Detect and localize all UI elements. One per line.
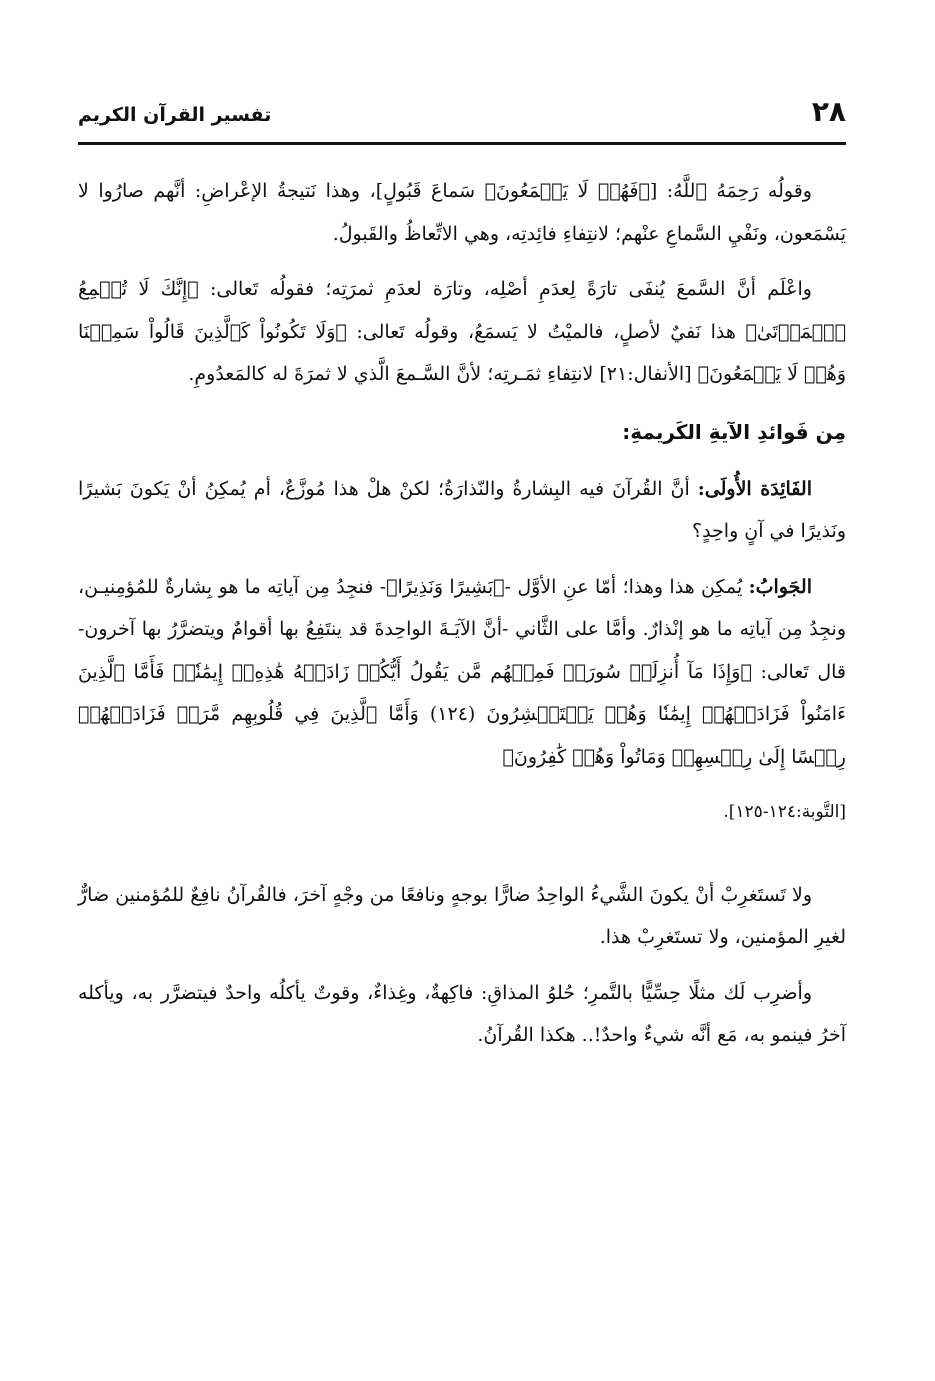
paragraph-lead: وقولُه رَحِمَهُ ٱللَّهُ: [	[649, 180, 812, 202]
quran-quote: ﴿وَإِذَا مَآ أُنزِلَتۡ سُورَةٞ فَمِنۡهُم مَّن يَقُولُ أَيُّكُمۡ زَادَتۡهُ هَٰذِهِۦٓ إِيمَٰنٗاۚ فَأَمَّا ٱلَّذِينَ ءَامَنُواْ فَزَادَتۡهُمۡ إِيمَٰنٗا وَهُمۡ يَسۡتَبۡشِرُونَ (١٢٤) وَأَمَّا ٱلَّذِينَ فِي قُلُوبِهِم مَّرَضٞ فَزَادَتۡهُمۡ رِجۡسًا إِلَىٰ رِجۡسِهِمۡ وَمَاتُواْ وَهُمۡ كَٰفِرُونَ﴾	[78, 660, 846, 768]
quran-quote: ﴿إِنَّكَ لَا تُسۡمِعُ ٱلۡمَوۡتَىٰ﴾	[78, 278, 846, 343]
section-heading: مِن فَوائدِ الآيةِ الكَريمةِ:	[622, 419, 846, 444]
page-body	[78, 170, 846, 1070]
paragraph-negation-of-hearing	[78, 268, 846, 396]
paragraph-text: سَماعَ قَبُولٍ]، وهذا نَتيجةُ الإعْراضِ: أنَّهم صارُوا لا يَسْمَعون، ونَفْيِ السَّماعِ عنْهم؛ لانتِفاءِ فائِدتِه، وهي الاتِّعاظُ والقَبولُ.	[78, 180, 846, 245]
verse-citation: [التَّوبة:١٢٤-١٢٥].	[723, 802, 846, 822]
verse-reference: [الأنفال:٢١]	[593, 363, 698, 385]
paragraph-text: أنَّ القُرآنَ فيه البِشارةُ والنّذارَةُ؛ لكنْ هلْ هذا مُوزَّعٌ، أم يُمكِنُ أنْ يَكونَ بَشيرًا ونَذيرًا في آنٍ واحِدٍ؟	[78, 477, 846, 542]
paragraph-text: هذا نَفيٌ لأصلٍ، فالميْتُ لا يَسمَعُ، وقولُه تَعالى:	[346, 320, 746, 343]
benefit-label: الفَائِدَة الأُولَى:	[697, 477, 812, 500]
paragraph-dates-example: وأضرِب لَك مثلًا حِسِّيًّا بالتَّمرِ؛ حُلوُ المذاقِ: فاكِهةٌ، وغِذاءٌ، وقوتٌ يأكلُه واحدٌ فيتضرَّر به، ويأكله آخرُ فينمو به، مَع أنَّه شيءٌ واحدٌ!.. هكذا القُرآنُ.	[78, 981, 846, 1046]
quran-quote: ﴿فَهُمۡ لَا يَسۡمَعُونَ﴾	[484, 180, 650, 202]
paragraph-text: - فنجِدُ مِن آياتِه ما هو بِشارةٌ للمُؤمِنيـن، ونجِدُ مِن آياتِه ما هو إنْذارٌ. وأمَّا على الثَّاني -أنَّ الآيَـةَ الواحِدةَ قد ينتَفِعُ بها أقوامٌ ويتضرَّرُ بها آخرون- قال تَعالى:	[78, 575, 846, 683]
answer-label: الجَوابُ:	[748, 575, 812, 598]
paragraph-answer	[78, 566, 846, 779]
paragraph-text: يُمكِن هذا وهذا؛ أمّا عنِ الأوَّل -	[504, 575, 749, 598]
paragraph-harm-and-benefit: ولا تَستَغرِبْ أنْ يكونَ الشَّيءُ الواحِدُ ضارًّا بوجهٍ ونافعًا من وجْهٍ آخرَ، فالقُرآنُ نافِعٌ للمُؤمنين ضارٌّ لغيرِ المؤمنين، ولا تستَغرِبْ هذا.	[78, 883, 846, 948]
paragraph-text: واعْلَم أنَّ السَّمعَ يُنفَى تارَةً لِعدَمِ أصْلِه، وتارَة لعدَمِ ثمرَتِه؛ فقولُه تَعالى:	[198, 278, 812, 300]
running-header	[78, 92, 846, 142]
quran-quote: ﴿بَشِيرًا وَنَذِيرًا﴾	[386, 575, 505, 598]
paragraph-text: لانتِفاءِ ثمَـرتِه؛ لأنَّ السَّـمعَ الَّذي لا ثمرَةَ له كالمَعدُومِ.	[188, 363, 594, 385]
paragraph-first-benefit	[78, 468, 846, 553]
page-number: ٢٨	[811, 95, 846, 128]
quran-quote: ﴿وَلَا تَكُونُواْ كَٱلَّذِينَ قَالُواْ سَمِعۡنَا وَهُمۡ لَا يَسۡمَعُونَ﴾	[78, 320, 846, 385]
paragraph-hearing-acceptance	[78, 170, 846, 255]
header-divider	[78, 142, 846, 145]
book-title: تفسير القرآن الكريم	[78, 104, 272, 126]
